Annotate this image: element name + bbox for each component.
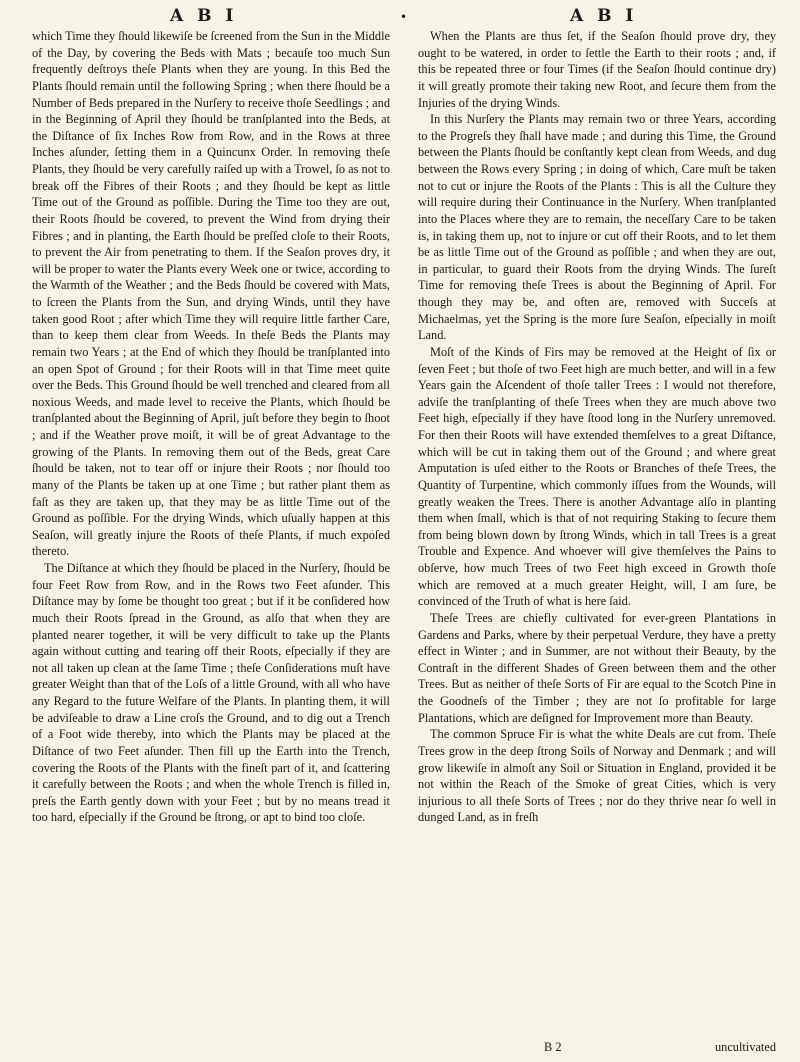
- paragraph: The common Spruce Fir is what the white Deals are cut from. Theſe Trees grow in the deep ſtrong Soils of Norway and Denmark ; and will grow likewiſe in almoſt any Soil or Situation in England, provided it be not within the Reach of the Smoke of great Cities, which is very injurious to all theſe Sorts of Trees ; nor do they thrive near ſo well in dunged Land, as in freſh: [418, 727, 776, 825]
- paragraph: Moſt of the Kinds of Firs may be removed at the Height of ſix or ſeven Feet ; but thoſe of two Feet high are much better, and will in a few Years gain the Aſcendent of thoſe taller Trees : I would not therefore, adviſe the tranſplanting of theſe Trees when they are much above two Feet high, eſpecially if they have ſtood long in the Nurſery unremoved. For then their Roots will have extended themſelves to a great Diſtance, which will be cut in taking them out of the Ground ; and where great Amputation is uſed either to the Roots or Branches of theſe Trees, the Quantity of Turpentine, which commonly iſſues from the Wounds, will greatly weaken the Trees. There is another Advantage alſo in planting them when ſmall, which is that of not requiring Staking to ſecure them from being blown down by ſtrong Winds, which in tall Trees is a great Trouble and Expence. And whoever will give themſelves the Pains to obſerve, how much Trees of two Feet high exceed in Growth thoſe which are removed at a much greater Height, will, I am ſure, be convinced of the Truth of what is here ſaid.: [418, 344, 776, 609]
- running-head: [0, 6, 800, 30]
- paragraph: which Time they ſhould likewiſe be ſcreened from the Sun in the Middle of the Day, by covering the Beds with Mats ; becauſe too much Sun frequently deſtroys theſe Plants when they are young. In this Bed the Plants ſhould remain until the following Spring ; when there ſhould be a Number of Beds prepared in the Nurſery to receive thoſe Seedlings ; and in the Beginning of April they ſhould be tranſplanted into the Beds, at the Diſtance of ſix Inches Row from Row, and in the Rows at three Inches aſunder, ſetting them in a Quincunx Order. In removing theſe Plants, they ſhould be very carefully raiſed up with a Trowel, ſo as not to break off the Fibres of their Roots ; and they ſhould be kept as little Time out of the Ground as poſſible. During the Time too they are out, their Roots ſhould be covered, to prevent the Wind from drying their Fibres ; and in planting, the Earth ſhould be preſſed cloſe to their Roots, to prevent the Air from penetrating to them. If the Seaſon proves dry, it will be proper to water the Plants every Week one or twice, according to the Warmth of the Weather ; and the Beds ſhould be covered with Mats, to ſcreen the Plants from the Sun, and drying Winds, until they have taken good Root ; after which Time they will require little farther Care, than to keep them clear from Weeds. In theſe Beds the Plants may remain two Years ; at the End of which they ſhould be tranſplanted into an open Spot of Ground ; for their Roots will in that Time meet quite over the Beds. This Ground ſhould be well trenched and cleared from all noxious Weeds, and made level to receive the Plants, which ſhould be tranſplanted about the Beginning of April, juſt before they begin to ſhoot ; and if the Weather prove moiſt, it will be of great Advantage to the growing of the Plants. In removing them out of the Beds, great Care ſhould be taken, not to tear off or injure their Roots ; nor ſhould too many of the Plants be taken up at one Time ; but rather plant them as faſt as they are taken up, that they may be as little Time out of the Ground as poſſible. For the drying Winds, which uſually happen at this Seaſon, will greatly injure the Roots of theſe Plants, if much expoſed thereto.: [32, 29, 390, 559]
- right-column: [418, 28, 776, 826]
- left-column: [32, 28, 390, 826]
- page-footer: [418, 1040, 776, 1057]
- paragraph: Theſe Trees are chiefly cultivated for ever-green Plantations in Gardens and Parks, where by their perpetual Verdure, they have a pretty effect in Winter ; and in Summer, are not without their Beauty, by the Contraſt in the different Shades of Green between them and the other Trees. But as neither of theſe Sorts of Fir are equal to the Scotch Pine in the Goodneſs of the Timber ; they are not ſo profitable for large Plantations, which are deſigned for Improvement more than Beauty.: [418, 610, 776, 725]
- paragraph: The Diſtance at which they ſhould be placed in the Nurſery, ſhould be four Feet Row from Row, and in the Rows two Feet aſunder. This Diſtance may by ſome be thought too great ; but if it be conſidered how much their Roots ſpread in the Ground, as alſo that when they are planted nearer together, it will be very difficult to take up the Plants again without cutting and tearing off their Roots, eſpecially if they are not all taken up clean at the ſame Time ; theſe Conſiderations muſt have greater Weight than that of the Loſs of a little Ground, with all who have any Regard to the future Welfare of the Plants. In planting them, it will be adviſeable to draw a Line croſs the Ground, and to dig out a Trench of a Foot wide thereby, into which the Plants may be placed at the Diſtance of two Feet aſunder. Then fill up the Earth into the Trench, covering the Roots of the Plants with the fineſt part of it, and ſcattering it carefully between the Roots ; and when the whole Trench is filled in, preſs the Earth gently down with your Feet ; but by no means tread it too hard, eſpecially if the Ground be ſtrong, or apt to bind too cloſe.: [32, 561, 390, 825]
- paragraph: When the Plants are thus ſet, if the Seaſon ſhould prove dry, they ought to be watered, in order to ſettle the Earth to their roots ; and, if this be repeated three or four Times (if the Seaſon ſhould continue dry) it will greatly promote their taking new Root, and ſecure them from the Injuries of the drying Winds.: [418, 29, 776, 110]
- running-head-right: A B I: [570, 6, 638, 26]
- catchword: uncultivated: [714, 1040, 776, 1054]
- signature-mark: B 2: [544, 1040, 562, 1054]
- paragraph: In this Nurſery the Plants may remain two or three Years, according to the Progreſs they ſhall have made ; and during this Time, the Ground between the Plants ſhould be conſtantly kept clean from Weeds, and dug between the Rows every Spring ; in doing of which, Care muſt be taken not to cut or injure the Roots of the Plants : This is all the Culture they will require during their Continuance in the Nurſery. When tranſplanted into the Places where they are to remain, the neceſſary Care to be taken is, in taking them up, not to injure or cut off their Roots, and to let them be as little Time out of the Ground as poſſible ; and when they are out, in particular, to guard their Roots from the drying Winds. The ſureſt Time for removing theſe Trees is about the Beginning of April. For though they may be, and often are, removed with Succeſs at Michaelmas, yet the Spring is the more ſure Seaſon, eſpecially in moiſt Land.: [418, 112, 776, 343]
- running-head-left: A B I: [170, 6, 238, 26]
- ornament-dot: •: [400, 10, 408, 24]
